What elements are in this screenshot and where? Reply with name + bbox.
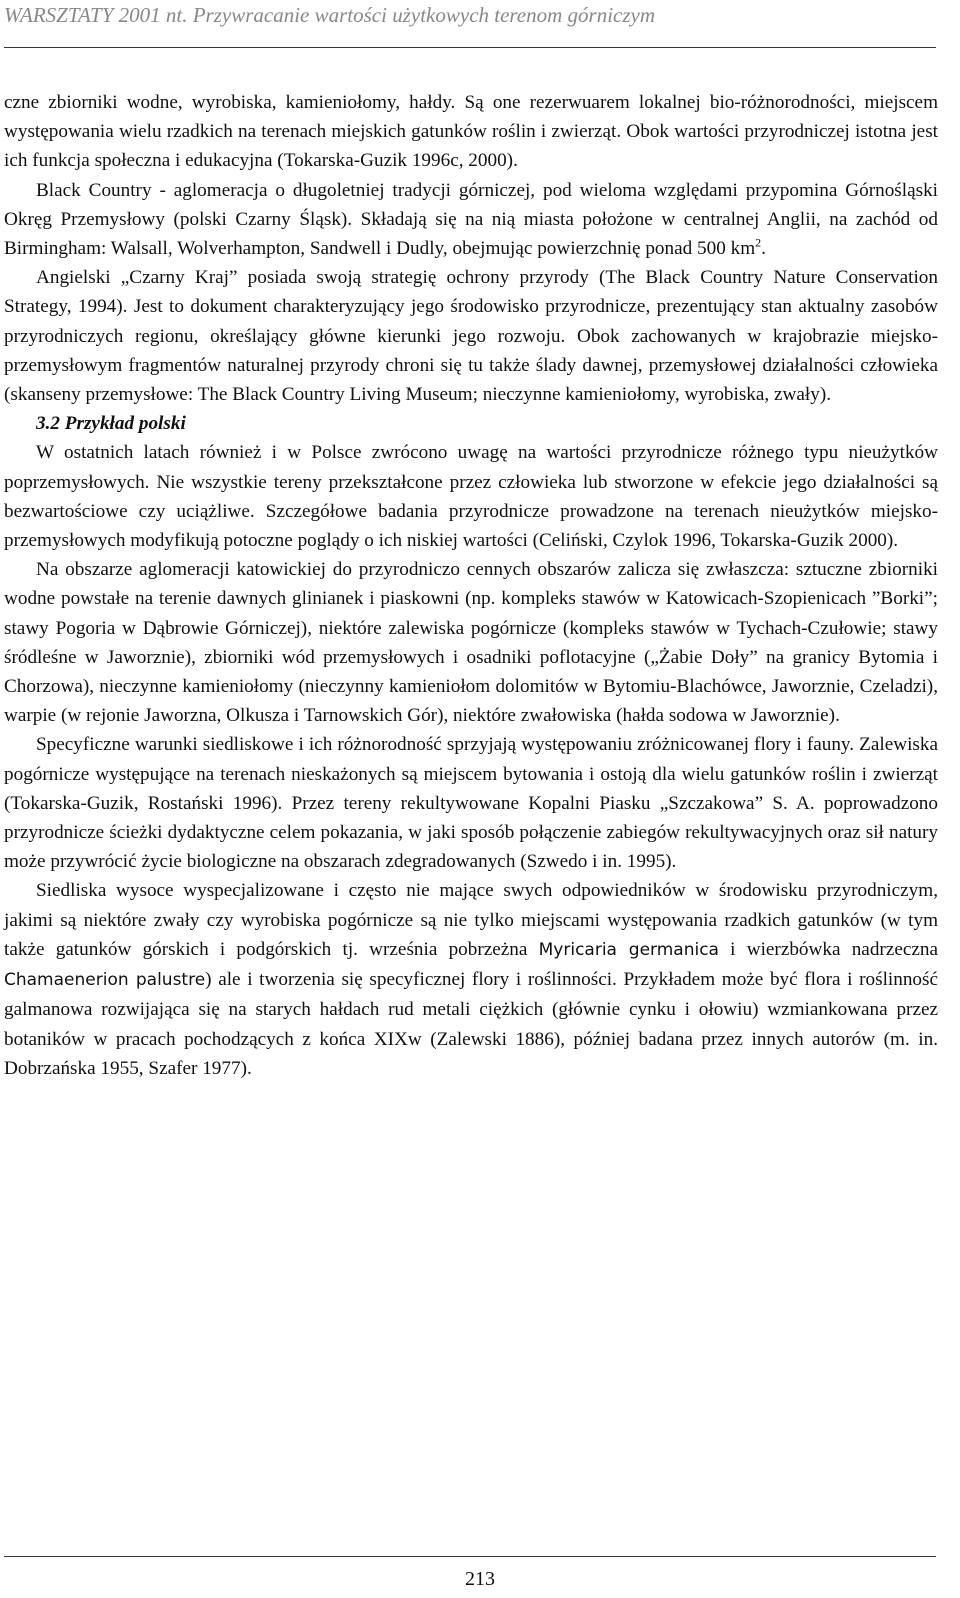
km-tail: . (761, 238, 766, 260)
species-chamaenerion: Chamaenerion palustre (4, 970, 206, 991)
paragraph-specialized-tail: ) (205, 969, 212, 991)
paragraph-galmanowa: ale i tworzenia się specyficznej flory i roślinności. Przykładem może być flora i roślinność galmanowa rozwijająca się na starych hałdach rud metali ciężkich (głównie cynku i ołowiu) wzmiankowana przez botaników w pracach pochodzących z końca XIXw (Zalewski 1886), później badana przez innych autorów (m. in. Dobrzańska 1955, Szafer 1977). (4, 969, 939, 1079)
paragraph-poland-intro: W ostatnich latach również i w Polsce zwrócono uwagę na wartości przyrodnicze różnego typu nieużytków poprzemysłowych. Nie wszystkie tereny przekształcone przez człowieka lub stworzone w efekcie jego działalności są bezwartościowe czy uciążliwe. Szczegółowe badania przyrodnicze prowadzone na terenach nieużytków miejsko-przemysłowych modyfikują potoczne poglądy o ich niskiej wartości (Celiński, Czylok 1996, Tokarska-Guzik 2000). (4, 442, 938, 552)
paragraph-habitats: Specyficzne warunki siedliskowe i ich różnorodność sprzyjają występowaniu zróżnicowanej flory i fauny. Zalewiska pogórnicze występujące na terenach nieskażonych są miejscem bytowania i ostoją dla wielu gatunków roślin i zwierząt (Tokarska-Guzik, Rostański 1996). Przez tereny rekultywowane Kopalni Piasku „Szczakowa” S. A. poprowadzono przyrodnicze ścieżki dydaktyczne celem pokazania, w jaki sposób połączenie zabiegów rekultywacyjnych oraz sił natury może przywrócić życie biologiczne na obszarach zdegradowanych (Szwedo i in. 1995). (4, 734, 938, 873)
section-heading (4, 409, 938, 438)
paragraph-black-country-text: Black Country - aglomeracja o długoletniej tradycji górniczej, pod wieloma względami przypomina Górnośląski Okręg Przemysłowy (polski Czarny Śląsk). Składają się na nią miasta położone w centralnej Anglii, na zachód od Birmingham: Walsall, Wolverhampton, Sandwell i Dudly, obejmując powierzchnię ponad 500 km (4, 179, 938, 260)
paragraph-black-country (4, 176, 938, 264)
paragraph-katowice: Na obszarze aglomeracji katowickiej do przyrodniczo cennych obszarów zalicza się zwłaszcza: sztuczne zbiorniki wodne powstałe na terenie dawnych glinianek i piaskowni (np. kompleks stawów w Katowicach-Szopienicach ”Borki”; stawy Pogoria w Dąbrowie Górniczej), niektóre zalewiska pogórnicze (kompleks stawów w Tychach-Czułowie; stawy śródleśne w Jaworznie), zbiorniki wód przemysłowych i osadniki poflotacyjne („Żabie Doły” na granicy Bytomia i Chorzowa), nieczynne kamieniołomy (nieczynny kamieniołom dolomitów w Bytomiu-Blachówce, Jaworznie, Czeladzi), warpie (w rejonie Jaworzna, Olkusza i Tarnowskich Gór), niektóre zwałowiska (hałda sodowa w Jaworznie). (4, 559, 938, 727)
page-number: 213 (465, 1568, 495, 1590)
paragraph-continuation: czne zbiorniki wodne, wyrobiska, kamieniołomy, hałdy. Są one rezerwuarem lokalnej bio-różnorodności, miejscem występowania wielu rzadkich na terenach miejskich gatunków roślin i zwierząt. Obok wartości przyrodniczej istotna jest ich funkcja społeczna i edukacyjna (Tokarska-Guzik 1996c, 2000). (4, 92, 938, 172)
km-superscript: 2 (755, 235, 762, 250)
footer-rule (4, 1556, 936, 1557)
paragraph-specialized-mid: i wierzbówka nadrzeczna (718, 938, 938, 960)
paragraph-specialized-habitats (4, 876, 938, 1082)
section-number: 3.2 (36, 413, 60, 435)
header-rule (4, 47, 936, 48)
species-myricaria: Myricaria germanica (538, 939, 719, 960)
running-head: WARSZTATY 2001 nt. Przywracanie wartości użytkowych terenom górniczym (4, 3, 656, 27)
paragraph-black-country-strategy: Angielski „Czarny Kraj” posiada swoją strategię ochrony przyrody (The Black Country Nature Conservation Strategy, 1994). Jest to dokument charakteryzujący jego środowisko przyrodnicze, prezentujący stan aktualny zasobów przyrodniczych regionu, określający główne kierunki jego rozwoju. Obok zachowanych w krajobrazie miejsko-przemysłowym fragmentów naturalnej przyrody chroni się tu także ślady dawnej, przemysłowej działalności człowieka (skanseny przemysłowe: The Black Country Living Museum; nieczynne kamieniołomy, wyrobiska, zwały). (4, 267, 938, 406)
body-text (4, 88, 938, 1083)
paragraph-specialized-lead: Siedliska wysoce wyspecjalizowane i często nie mające swych odpowiedników w środowisku przyrodniczym, jakimi są niektóre zwały czy wyrobiska pogórnicze są nie tylko miejscami występowania rzadkich gatunków (w tym także gatunków górskich i podgórskich tj. września pobrzeżna (4, 880, 938, 960)
section-title: Przykład polski (64, 413, 186, 435)
